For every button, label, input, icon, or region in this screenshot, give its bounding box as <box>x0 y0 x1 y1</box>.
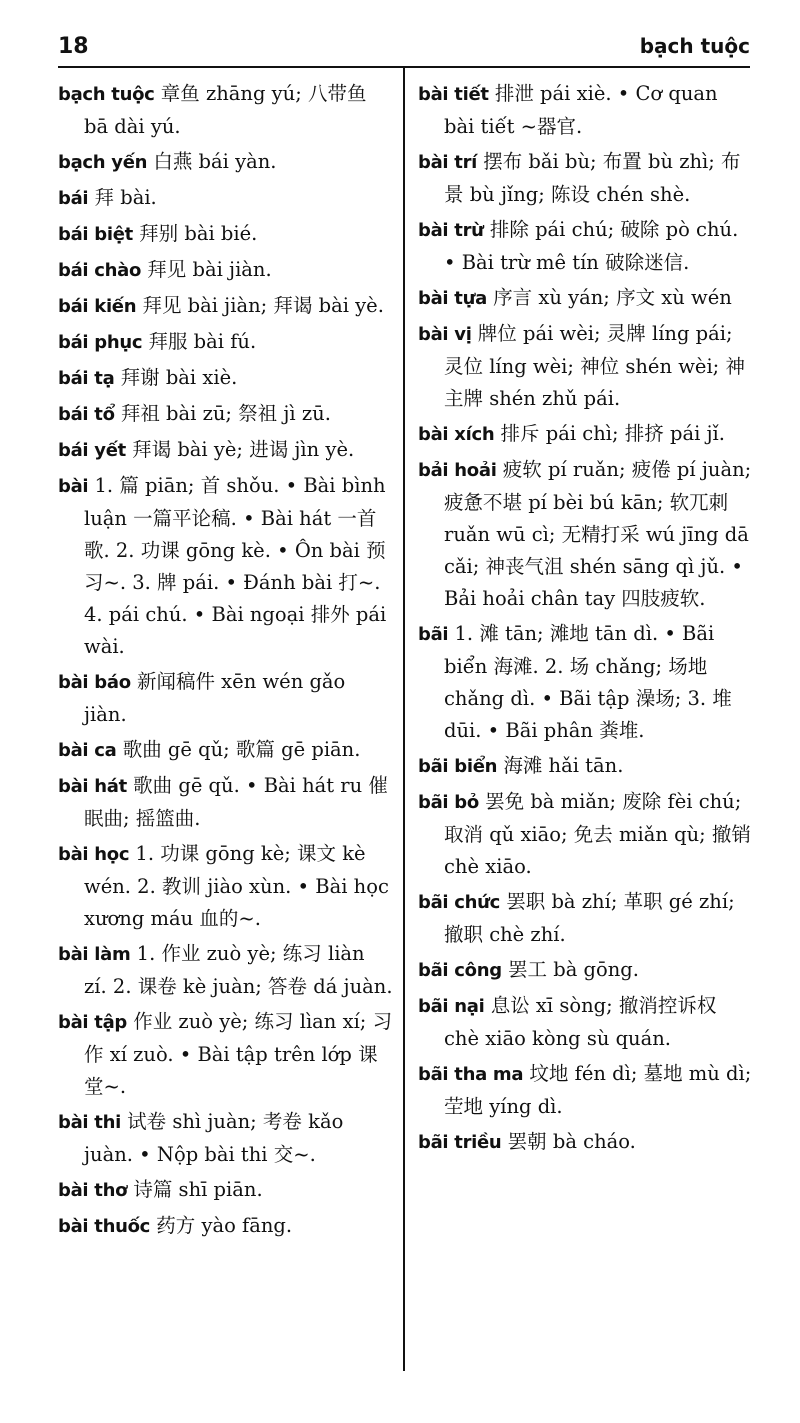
dictionary-entry <box>418 618 753 747</box>
definition: 药方 yào fāng. <box>156 1214 293 1237</box>
headword: bải hoải <box>418 460 497 481</box>
definition: 白燕 bái yàn. <box>153 150 277 173</box>
definition: 歌曲 gē qǔ. • Bài hát ru 催眠曲; 摇篮曲. <box>84 774 388 830</box>
definition: 排泄 pái xiè. • Cơ quan bài tiết ~器官. <box>444 82 718 138</box>
headword: bài học <box>58 844 130 865</box>
definition: 牌位 pái wèi; 灵牌 líng pái; 灵位 líng wèi; 神位 shén wèi; 神主牌 shén zhǔ pái. <box>444 322 745 410</box>
headword: bài hát <box>58 776 127 797</box>
dictionary-entry <box>418 786 753 883</box>
headword: bài báo <box>58 672 131 693</box>
dictionary-entry <box>418 78 753 143</box>
dictionary-entry <box>418 282 753 315</box>
dictionary-entry <box>58 838 393 935</box>
definition: 拜祖 bài zū; 祭祖 jì zū. <box>120 402 331 425</box>
definition: 拜服 bài fú. <box>148 330 257 353</box>
definition: 1. 滩 tān; 滩地 tān dì. • Bãi biển 海滩. 2. 场 chǎng; 场地 chǎng dì. • Bãi tập 澡场; 3. 堆 dūi. • Bãi phân 粪堆. <box>444 622 732 742</box>
headword: bài trí <box>418 152 478 173</box>
dictionary-entry <box>58 734 393 767</box>
definition: 罢职 bà zhí; 革职 gé zhí; 撤职 chè zhí. <box>444 890 735 946</box>
headword: bái chào <box>58 260 142 281</box>
headword: bái tạ <box>58 368 115 389</box>
dictionary-entry <box>418 954 753 987</box>
dictionary-entry <box>58 666 393 731</box>
headword: bãi triều <box>418 1132 502 1153</box>
dictionary-entry <box>58 218 393 251</box>
dictionary-entry <box>418 146 753 211</box>
dictionary-entry <box>58 938 393 1003</box>
definition: 拜见 bài jiàn; 拜谒 bài yè. <box>142 294 384 317</box>
dictionary-entry <box>418 214 753 279</box>
definition: 疲软 pí ruǎn; 疲倦 pí juàn; 疲惫不堪 pí bèi bú kān; 软兀刺 ruǎn wū cì; 无精打采 wú jīng dā cǎi; 神丧气沮 shén sāng qì jǔ. • Bải hoải chân tay 四肢疲软. <box>444 458 752 610</box>
page-number: 18 <box>58 34 89 59</box>
dictionary-entry <box>418 318 753 415</box>
definition: 罢免 bà miǎn; 废除 fèi chú; 取消 qǔ xiāo; 免去 miǎn qù; 撤销 chè xiāo. <box>444 790 751 878</box>
definition: 1. 作业 zuò yè; 练习 liàn zí. 2. 课卷 kè juàn; 答卷 dá juàn. <box>84 942 393 998</box>
definition: 罢工 bà gōng. <box>508 958 639 981</box>
definition: 排除 pái chú; 破除 pò chú. • Bài trừ mê tín 破除迷信. <box>444 218 739 274</box>
definition: 息讼 xī sòng; 撤消控诉权 chè xiāo kòng sù quán. <box>444 994 717 1050</box>
definition: 1. 功课 gōng kè; 课文 kè wén. 2. 教训 jiào xùn. • Bài học xương máu 血的~. <box>84 842 389 930</box>
page-header <box>58 34 750 68</box>
dictionary-entry <box>58 398 393 431</box>
headword: bái phục <box>58 332 143 353</box>
headword: bái tổ <box>58 404 115 425</box>
headword: bài làm <box>58 944 131 965</box>
headword: bái <box>58 188 89 209</box>
headword: bãi biển <box>418 756 498 777</box>
dictionary-entry <box>418 454 753 615</box>
definition: 诗篇 shī piān. <box>133 1178 263 1201</box>
headword: bạch yến <box>58 152 148 173</box>
dictionary-entry <box>58 1174 393 1207</box>
definition: 罢朝 bà cháo. <box>507 1130 636 1153</box>
definition: 摆布 bǎi bù; 布置 bù zhì; 布景 bù jǐng; 陈设 chén shè. <box>444 150 741 206</box>
headword: bãi bỏ <box>418 792 479 813</box>
dictionary-entry <box>418 1126 753 1159</box>
dictionary-entry <box>418 750 753 783</box>
headword: bài tiết <box>418 84 489 105</box>
headword: bãi nại <box>418 996 485 1017</box>
headword: bài tập <box>58 1012 128 1033</box>
definition: 拜别 bài bié. <box>139 222 258 245</box>
dictionary-entry <box>58 146 393 179</box>
headword: bài thuốc <box>58 1216 151 1237</box>
headword: bài <box>58 476 89 497</box>
dictionary-entry <box>58 326 393 359</box>
dictionary-entry <box>58 770 393 835</box>
dictionary-entry <box>58 1106 393 1171</box>
dictionary-entry <box>58 78 393 143</box>
dictionary-entry <box>418 886 753 951</box>
headword: bài trừ <box>418 220 484 241</box>
dictionary-entry <box>58 1006 393 1103</box>
headword: bái yết <box>58 440 126 461</box>
definition: 新闻稿件 xēn wén gǎo jiàn. <box>84 670 346 726</box>
right-column <box>418 78 753 1162</box>
definition: 拜 bài. <box>94 186 157 209</box>
headword: bài thơ <box>58 1180 128 1201</box>
definition: 坟地 fén dì; 墓地 mù dì; 茔地 yíng dì. <box>444 1062 752 1118</box>
headword: bài thi <box>58 1112 121 1133</box>
headword: bài tựa <box>418 288 487 309</box>
dictionary-entry <box>58 254 393 287</box>
headword: bãi tha ma <box>418 1064 524 1085</box>
definition: 章鱼 zhāng yú; 八带鱼 bā dài yú. <box>84 82 367 138</box>
headword: bãi <box>418 624 449 645</box>
headword: bài xích <box>418 424 495 445</box>
definition: 海滩 hǎi tān. <box>503 754 624 777</box>
dictionary-entry <box>418 418 753 451</box>
dictionary-entry <box>58 1210 393 1243</box>
headword: bãi chức <box>418 892 501 913</box>
dictionary-entry <box>58 434 393 467</box>
dictionary-entry <box>58 182 393 215</box>
dictionary-entry <box>58 470 393 663</box>
column-divider <box>403 66 405 1371</box>
dictionary-entry <box>418 990 753 1055</box>
headword: bạch tuộc <box>58 84 155 105</box>
dictionary-entry <box>58 290 393 323</box>
definition: 作业 zuò yè; 练习 lìan xí; 习作 xí zuò. • Bài tập trên lớp 课堂~. <box>84 1010 393 1098</box>
headword: bài vị <box>418 324 472 345</box>
definition: 试卷 shì juàn; 考卷 kǎo juàn. • Nộp bài thi 交~. <box>84 1110 344 1166</box>
definition: 拜谒 bài yè; 进谒 jìn yè. <box>132 438 355 461</box>
dictionary-entry <box>58 362 393 395</box>
headword: bái kiến <box>58 296 137 317</box>
definition: 拜谢 bài xiè. <box>120 366 238 389</box>
definition: 歌曲 gē qǔ; 歌篇 gē piān. <box>122 738 361 761</box>
headword: bài ca <box>58 740 117 761</box>
headword: bãi công <box>418 960 502 981</box>
dictionary-entry <box>418 1058 753 1123</box>
definition: 1. 篇 piān; 首 shǒu. • Bài bình luận 一篇平论稿. • Bài hát 一首歌. 2. 功课 gōng kè. • Ôn bài 预习~. 3. 牌 pái. • Đánh bài 打~. 4. pái chú. • Bài ngoại 排外 pái wài. <box>84 474 387 658</box>
definition: 序言 xù yán; 序文 xù wén <box>493 286 732 309</box>
running-head: bạch tuộc <box>639 34 750 58</box>
definition: 排斥 pái chì; 排挤 pái jǐ. <box>500 422 725 445</box>
definition: 拜见 bài jiàn. <box>147 258 272 281</box>
left-column <box>58 78 393 1246</box>
headword: bái biệt <box>58 224 133 245</box>
